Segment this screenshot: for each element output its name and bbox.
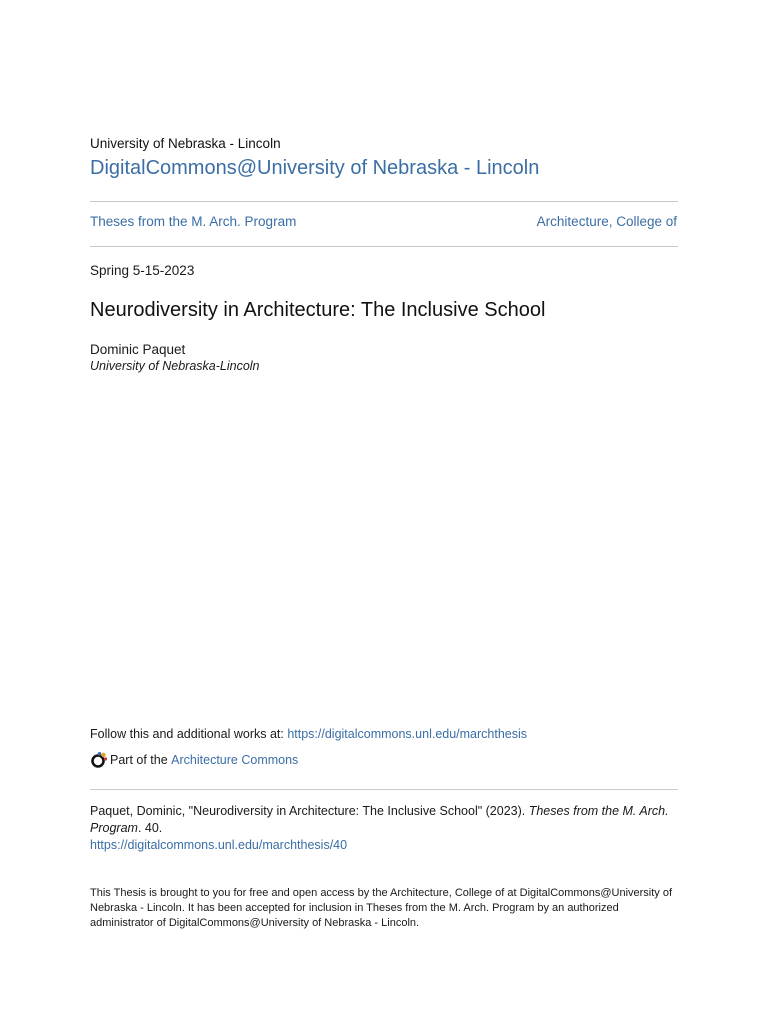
divider-nav: [90, 246, 678, 247]
follow-prefix: Follow this and additional works at:: [90, 727, 288, 741]
access-notice: This Thesis is brought to you for free and open access by the Architecture, College of at DigitalCommons@University of Nebraska - Lincoln. It has been accepted for inclusion in Theses from the M. Arch. Program by an authorized administrator of DigitalCommons@University of Nebraska - Lincoln.: [90, 887, 673, 929]
network-commons-icon: [90, 751, 108, 769]
recommended-citation: [90, 803, 680, 854]
citation-url-link[interactable]: https://digitalcommons.unl.edu/marchthesis/40: [90, 838, 348, 852]
author-affiliation: University of Nebraska-Lincoln: [90, 359, 260, 373]
citation-journal: Theses from the M. Arch. Program: [90, 804, 669, 835]
follow-line: [90, 727, 527, 741]
part-of-prefix: Part of the: [110, 753, 168, 767]
series-link[interactable]: Theses from the M. Arch. Program: [90, 214, 297, 229]
divider-top: [90, 201, 678, 202]
repository-link[interactable]: DigitalCommons@University of Nebraska - Lincoln: [90, 157, 540, 179]
document-title: Neurodiversity in Architecture: The Inclusive School: [90, 299, 546, 321]
author-name: Dominic Paquet: [90, 342, 186, 357]
divider-footer: [90, 789, 678, 790]
publication-date: Spring 5-15-2023: [90, 263, 195, 278]
college-link[interactable]: Architecture, College of: [536, 214, 677, 229]
institution-name: University of Nebraska - Lincoln: [90, 136, 281, 151]
citation-text: Paquet, Dominic, "Neurodiversity in Architecture: The Inclusive School" (2023).: [90, 804, 529, 818]
part-of-line: [90, 751, 298, 769]
architecture-commons-link[interactable]: Architecture Commons: [171, 753, 299, 767]
follow-url-link[interactable]: https://digitalcommons.unl.edu/marchthesis: [287, 727, 528, 741]
citation-tail: . 40.: [137, 821, 163, 835]
